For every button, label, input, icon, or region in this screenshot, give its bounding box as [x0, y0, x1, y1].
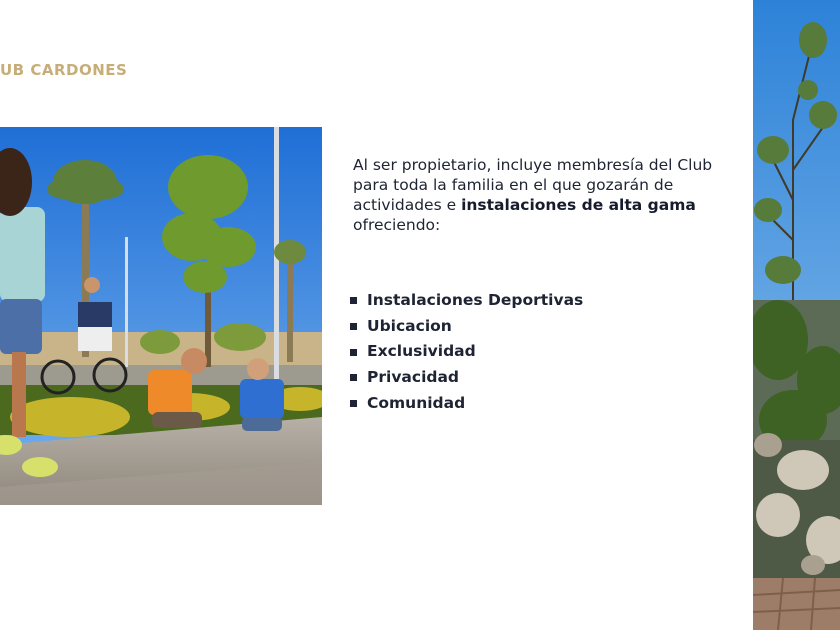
square-bullet-icon	[350, 349, 357, 356]
intro-paragraph	[353, 155, 718, 235]
square-bullet-icon	[350, 323, 357, 330]
garden-landscape-photo	[753, 0, 840, 630]
list-item	[350, 365, 583, 391]
feature-label: Comunidad	[367, 393, 466, 412]
list-item	[350, 339, 583, 365]
intro-text: Al ser propietario, incluye membresía del Club para toda la familia en el que gozarán de actividades e	[353, 156, 713, 214]
feature-label: Privacidad	[367, 368, 460, 387]
feature-label: Ubicacion	[367, 316, 452, 335]
list-item	[350, 314, 583, 340]
square-bullet-icon	[350, 297, 357, 304]
list-item	[350, 391, 583, 417]
square-bullet-icon	[350, 400, 357, 407]
feature-label: Instalaciones Deportivas	[367, 291, 584, 309]
feature-list	[350, 288, 583, 416]
square-bullet-icon	[350, 374, 357, 381]
intro-text-end: ofreciendo:	[353, 216, 441, 234]
section-title: UB CARDONES	[0, 61, 128, 79]
feature-label: Exclusividad	[367, 342, 476, 361]
family-activities-photo	[0, 127, 322, 505]
list-item	[350, 288, 583, 314]
intro-highlight: instalaciones de alta gama	[461, 196, 696, 214]
